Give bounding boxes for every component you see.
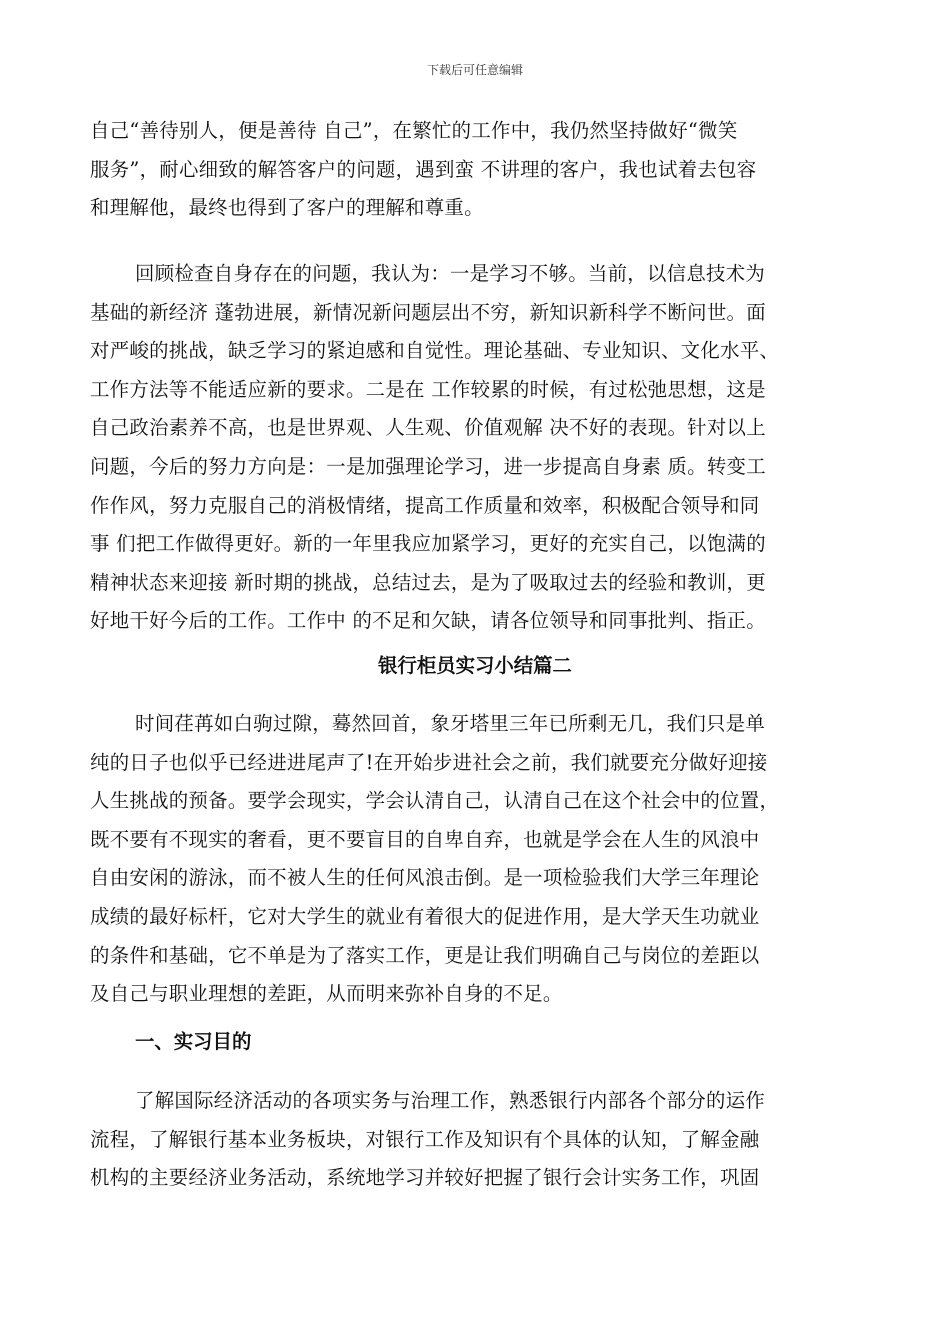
section-title-block bbox=[90, 647, 860, 686]
text-line: 成绩的最好标杆，它对大学生的就业有着很大的促进作用，是大学天生功就业 bbox=[90, 904, 760, 928]
paragraph-4 bbox=[90, 1082, 860, 1198]
paragraph-1 bbox=[90, 112, 860, 228]
text-line: 问题，今后的努力方向是：一是加强理论学习，进一步提高自身素 质。转变工 bbox=[90, 454, 766, 478]
text-line: 回顾检查自身存在的问题，我认为：一是学习不够。当前，以信息技术为 bbox=[135, 262, 766, 285]
text-line: 的条件和基础，它不单是为了落实工作，更是让我们明确自己与岗位的差距以 bbox=[90, 943, 760, 967]
text-line: 对严峻的挑战，缺乏学习的紧迫感和自觉性。理论基础、专业知识、文化水平、 bbox=[90, 339, 780, 363]
text-line: 机构的主要经济业务活动，系统地学习并较好把握了银行会计实务工作，巩固 bbox=[90, 1166, 760, 1190]
text-line: 服务”，耐心细致的解答客户的问题，遇到蛮 不讲理的客户，我也试着去包容 bbox=[90, 157, 757, 181]
text-line: 了解国际经济活动的各项实务与治理工作，熟悉银行内部各个部分的运作 bbox=[135, 1089, 766, 1112]
text-line: 及自己与职业理想的差距，从而明来弥补自身的不足。 bbox=[90, 982, 563, 1006]
text-line: 基础的新经济 蓬勃进展，新情况新问题层出不穷，新知识新科学不断问世。面 bbox=[90, 300, 766, 324]
text-line: 工作方法等不能适应新的要求。二是在 工作较累的时候，有过松弛思想，这是 bbox=[90, 377, 766, 401]
section-title: 银行柜员实习小结篇二 bbox=[378, 654, 572, 677]
header-note: 下载后可任意编辑 bbox=[426, 63, 523, 77]
sub-heading-block bbox=[90, 1023, 860, 1062]
sub-heading: 一、实习目的 bbox=[135, 1030, 252, 1053]
text-line: 自己政治素养不高，也是世界观、人生观、价值观解 决不好的表现。针对以上 bbox=[90, 416, 766, 440]
text-line: 时间荏苒如白驹过隙，蓦然回首，象牙塔里三年已所剩无几，我们只是单 bbox=[135, 712, 766, 735]
paragraph-2 bbox=[90, 255, 860, 641]
text-line: 自由安闲的游泳，而不被人生的任何风浪击倒。是一项检验我们大学三年理论 bbox=[90, 866, 760, 890]
text-line: 纯的日子也似乎已经进进尾声了!在开始步进社会之前，我们就要充分做好迎接 bbox=[90, 750, 768, 774]
text-line: 作作风，努力克服自己的消极情绪，提高工作质量和效率，积极配合领导和同 bbox=[90, 493, 760, 517]
text-line: 好地干好今后的工作。工作中 的不足和欠缺，请各位领导和同事批判、指正。 bbox=[90, 609, 766, 633]
text-line: 精神状态来迎接 新时期的挑战，总结过去，是为了吸取过去的经验和教训，更 bbox=[90, 570, 766, 594]
text-line: 既不要有不现实的奢看，更不要盲目的自卑自弃，也就是学会在人生的风浪中 bbox=[90, 827, 760, 851]
text-line: 事 们把工作做得更好。新的一年里我应加紧学习，更好的充实自己，以饱满的 bbox=[90, 532, 766, 556]
text-line: 人生挑战的预备。要学会现实，学会认清自己，认清自己在这个社会中的位置， bbox=[90, 789, 780, 813]
text-line: 流程，了解银行基本业务板块，对银行工作及知识有个具体的认知，了解金融 bbox=[90, 1127, 760, 1151]
text-line: 自己“善待别人，便是善待 自己”，在繁忙的工作中，我仍然坚持做好“微笑 bbox=[90, 119, 738, 142]
paragraph-3 bbox=[90, 705, 860, 1014]
text-line: 和理解他，最终也得到了客户的理解和尊重。 bbox=[90, 196, 484, 220]
